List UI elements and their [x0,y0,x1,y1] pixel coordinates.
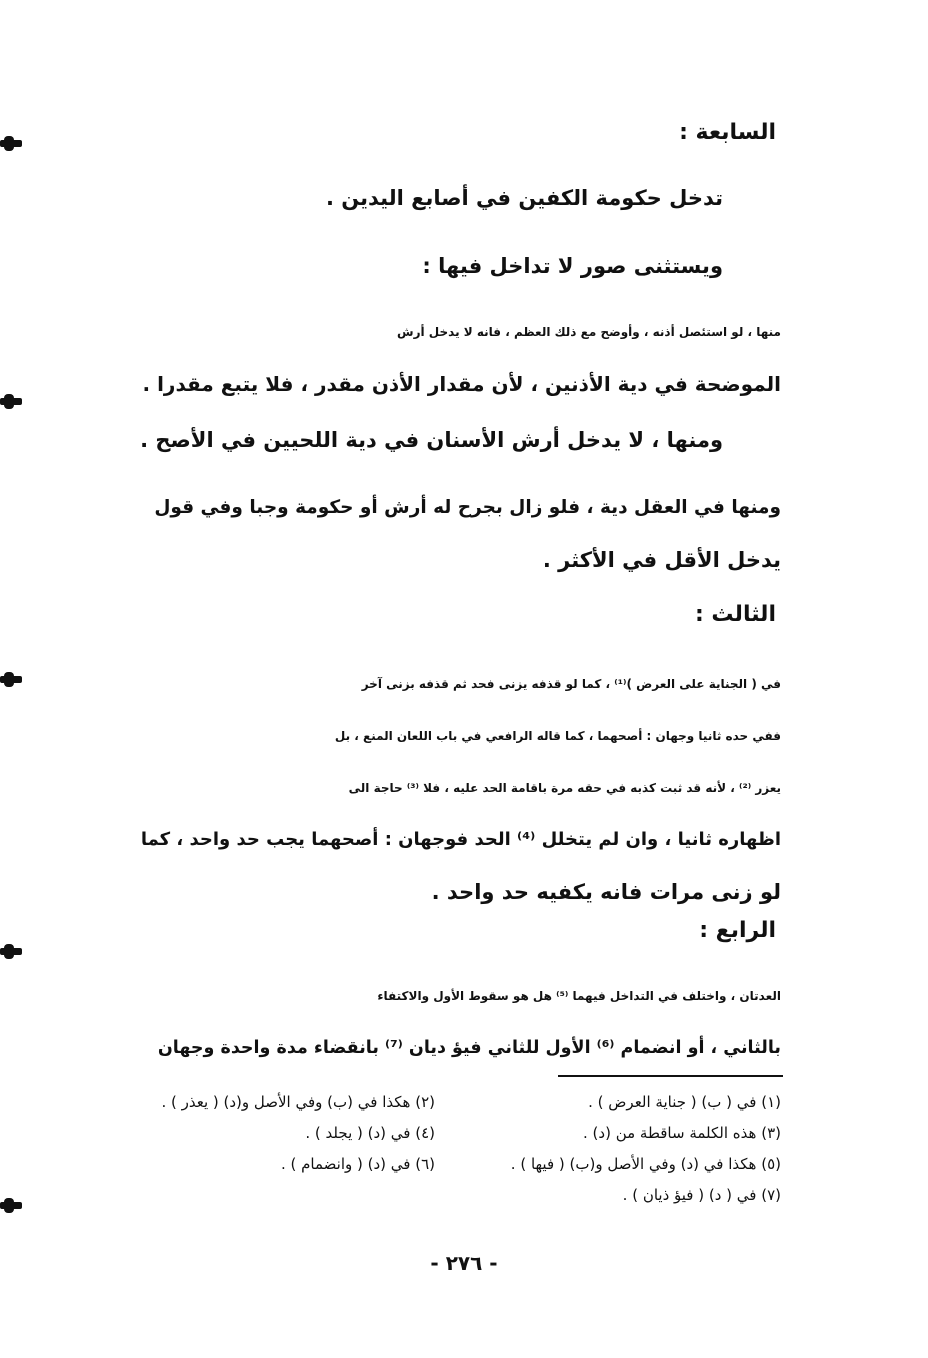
margin-mark [0,398,22,405]
page-number: - ٢٧٦ - [430,1251,498,1275]
text-line: ففي حده ثانيا وجهان : أصحهما ، كما قاله الرافعي في باب اللعان المنع ، بل [334,729,781,743]
text-line: بالثاني ، أو انضمام ⁽⁶⁾ الأول للثاني فيؤ ديان ⁽⁷⁾ بانقضاء مدة واحدة وجهان [157,1038,781,1058]
paragraph [158,970,781,1074]
footnote-2: (٢) هكذا في (ب) وفي الأصل و(د) ( يعذر ) . [161,1093,435,1111]
footnote-7: (٧) في ( د) ( فيؤ ذيان ) . [622,1186,781,1204]
footnote-4: (٤) في (د) ( يجلد ) . [305,1124,435,1142]
text-line: يعزر ⁽²⁾ ، لأنه قد ثبت كذبه في حقه مرة باقامة الحد عليه ، فلا ⁽³⁾ حاجة الى [348,781,781,795]
footnote-1: (١) في ( ب) ( جناية العرض ) . [588,1093,781,1111]
text-line: يدخل الأقل في الأكثر . [542,548,781,572]
section-heading-fourth: الرابع : [699,918,776,943]
margin-mark [0,676,22,683]
text-line: ومنها في العقل دية ، فلو زال بجرح له أرش أو حكومة وجبا وفي قول [154,497,781,518]
text-line: العدتان ، واختلف في التداخل فيهما ⁽⁵⁾ هل هو سقوط الأول والاكتفاء [377,989,781,1003]
margin-mark [0,948,22,955]
text-line: لو زنى مرات فانه يكفيه حد واحد . [431,880,781,904]
footnote-divider [558,1075,783,1077]
footnote-6: (٦) في (د) ( وانضمام ) . [280,1155,435,1173]
section-heading-seventh: السابعة : [679,120,776,145]
text-line: في ( الجناية على العرض )⁽¹⁾ ، كما لو قذفه يزنى فحد ثم قذفه بزنى آخر [361,677,781,691]
margin-mark [0,1202,22,1209]
text-line: تدخل حكومة الكفين في أصابع اليدين . [325,186,723,210]
footnote-3: (٣) هذه الكلمة ساقطة من (د) . [583,1124,781,1142]
margin-mark [0,140,22,147]
paragraph [141,658,781,918]
text-line: الموضحة في دية الأذنين ، لأن مقدار الأذن مقدر ، فلا يتبع مقدرا . [142,372,781,396]
paragraph [154,482,781,586]
text-line: ومنها ، لا يدخل أرش الأسنان في دية اللحيين في الأصح . [140,428,723,452]
paragraph [143,306,781,410]
text-line: منها ، لو استئصل أذنه ، وأوضح مع ذلك العظم ، فانه لا يدخل أرش [397,325,781,339]
footnote-5: (٥) هكذا في (د) وفي الأصل و(ب) ( فيها ) . [510,1155,781,1173]
text-line: اظهاره ثانيا ، وان لم يتخلل ⁽⁴⁾ الحد فوجهان : أصحهما يجب حد واحد ، كما [140,829,781,850]
section-heading-third: الثالث : [694,602,776,627]
text-line: ويستثنى صور لا تداخل فيها : [422,254,723,278]
